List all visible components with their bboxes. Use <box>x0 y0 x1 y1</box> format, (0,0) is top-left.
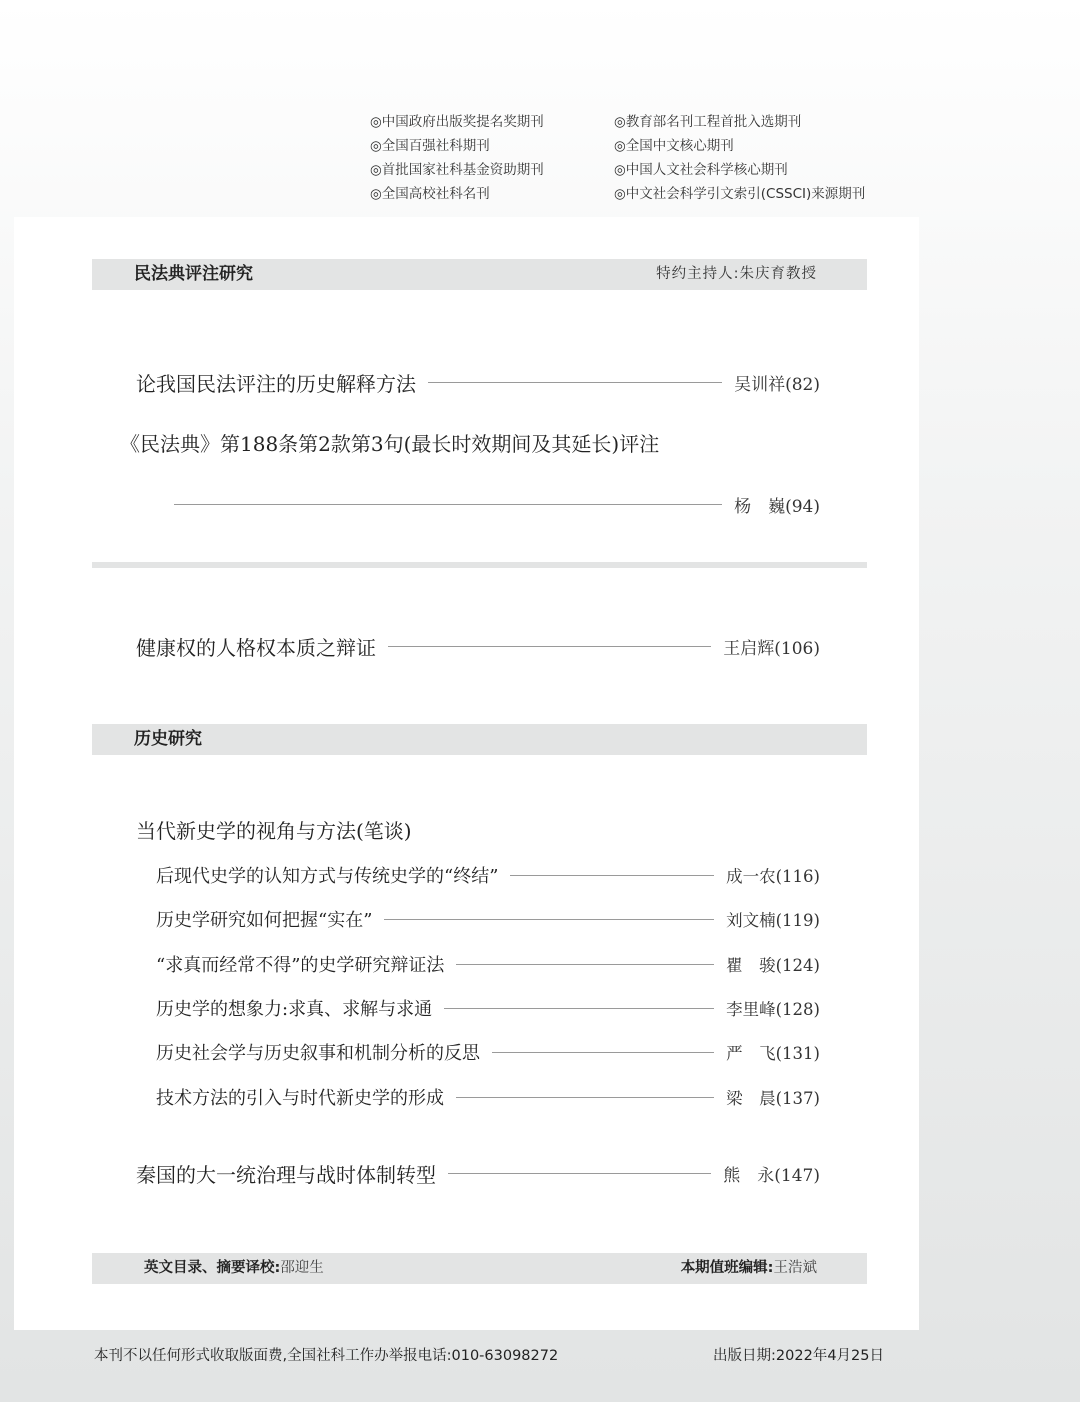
section-host: 特约主持人:朱庆育教授 <box>656 266 817 282</box>
article-title: 技术方法的引入与时代新史学的形成 <box>156 1088 444 1109</box>
honor-item: ◎教育部名刊工程首批入选期刊 <box>614 114 802 130</box>
honor-item: ◎中文社会科学引文索引(CSSCI)来源期刊 <box>614 186 866 202</box>
publish-date: 出版日期:2022年4月25日 <box>713 1348 884 1364</box>
toc-entry-continuation[interactable] <box>174 489 820 519</box>
honor-item: ◎中国政府出版奖提名奖期刊 <box>370 114 544 130</box>
article-author-page: 瞿 骏(124) <box>726 956 820 975</box>
article-author-page: 熊 永(147) <box>723 1165 820 1186</box>
article-title: 健康权的人格权本质之辩证 <box>136 635 376 660</box>
article-author-page: 杨 巍(94) <box>734 496 820 517</box>
page-footer <box>94 1344 884 1368</box>
article-title: 历史学研究如何把握“实在” <box>156 910 373 931</box>
leader-line <box>456 1097 714 1098</box>
duty-editor-label: 本期值班编辑: <box>680 1260 774 1276</box>
leader-line <box>510 875 714 876</box>
article-title: 秦国的大一统治理与战时体制转型 <box>136 1162 436 1187</box>
honor-item: ◎首批国家社科基金资助期刊 <box>370 162 544 178</box>
leader-line <box>388 646 711 647</box>
translation-editor <box>144 1253 324 1284</box>
editors-bar <box>92 1253 867 1284</box>
leader-line <box>448 1173 711 1174</box>
article-author-page: 吴训祥(82) <box>734 374 820 395</box>
honor-item: ◎全国百强社科期刊 <box>370 138 490 154</box>
article-title: 后现代史学的认知方式与传统史学的“终结” <box>156 866 499 887</box>
article-title: 历史学的想象力:求真、求解与求通 <box>156 999 433 1020</box>
toc-entry[interactable] <box>156 1083 820 1111</box>
toc-entry[interactable] <box>156 905 820 933</box>
toc-entry[interactable] <box>156 994 820 1022</box>
fee-notice: 本刊不以任何形式收取版面费,全国社科工作办举报电话:010-63098272 <box>94 1348 559 1364</box>
journal-honors-list <box>370 112 930 204</box>
article-author-page: 梁 晨(137) <box>726 1089 820 1108</box>
article-author-page: 严 飞(131) <box>726 1044 820 1063</box>
group-title: 当代新史学的视角与方法(笔谈) <box>136 819 412 843</box>
section-title: 民法典评注研究 <box>134 264 253 284</box>
article-title: 历史社会学与历史叙事和机制分析的反思 <box>156 1043 480 1064</box>
duty-editor-name: 王浩斌 <box>773 1260 817 1276</box>
leader-line <box>456 964 714 965</box>
article-title: “求真而经常不得”的史学研究辩证法 <box>156 955 445 976</box>
toc-entry[interactable] <box>156 950 820 978</box>
article-author-page: 李里峰(128) <box>726 1000 820 1019</box>
honor-item: ◎中国人文社会科学核心期刊 <box>614 162 788 178</box>
section-header-civil-code <box>92 259 867 290</box>
toc-entry[interactable] <box>136 367 820 397</box>
article-title[interactable]: 《民法典》第188条第2款第3句(最长时效期间及其延长)评注 <box>120 432 660 456</box>
leader-line <box>174 504 722 505</box>
article-author-page: 王启辉(106) <box>723 638 820 659</box>
section-header-history <box>92 724 867 755</box>
leader-line <box>492 1052 714 1053</box>
translation-editor-label: 英文目录、摘要译校: <box>144 1260 281 1276</box>
article-author-page: 刘文楠(119) <box>726 911 820 930</box>
toc-entry[interactable] <box>136 631 820 661</box>
duty-editor <box>681 1253 817 1284</box>
leader-line <box>428 382 722 383</box>
honor-item: ◎全国高校社科名刊 <box>370 186 490 202</box>
leader-line <box>444 1008 714 1009</box>
toc-entry[interactable] <box>136 1158 820 1188</box>
translation-editor-name: 邵迎生 <box>280 1260 324 1276</box>
toc-entry[interactable] <box>156 861 820 889</box>
honor-item: ◎全国中文核心期刊 <box>614 138 734 154</box>
toc-entry[interactable] <box>156 1038 820 1066</box>
section-title: 历史研究 <box>134 729 202 749</box>
section-divider <box>92 562 867 568</box>
table-of-contents <box>14 217 919 1330</box>
article-author-page: 成一农(116) <box>726 867 820 886</box>
leader-line <box>384 919 714 920</box>
article-title: 论我国民法评注的历史解释方法 <box>136 371 416 396</box>
